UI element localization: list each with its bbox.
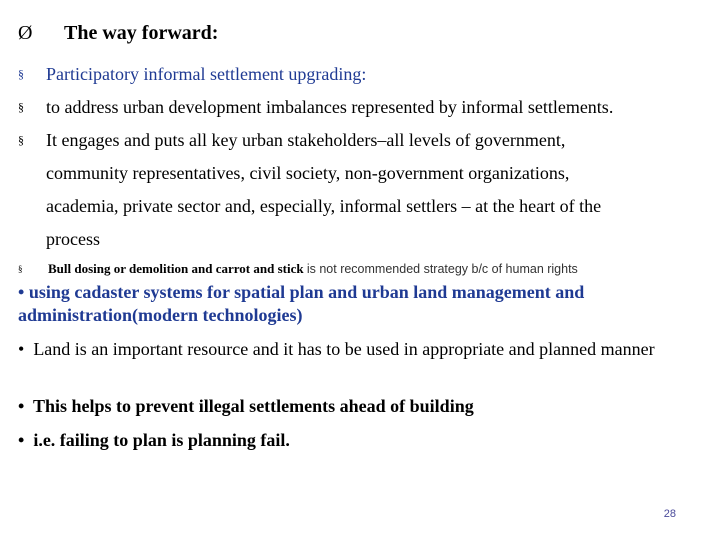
arrow-bullet-icon: Ø — [18, 22, 33, 44]
bullet-prevent-illegal — [18, 395, 708, 418]
bullet-stakeholders-line3: academia, private sector and, especially, informal settlers – at the heart of the — [46, 196, 602, 216]
bullet-text: Land is an important resource and it has to be used in appropriate and planned manner — [33, 339, 655, 359]
dot-bullet-icon: • — [18, 282, 25, 302]
square-bullet-icon: § — [18, 100, 24, 114]
bullet-stakeholders-line4: process — [46, 229, 100, 249]
square-bullet-icon: § — [18, 133, 24, 147]
square-bullet-icon: § — [18, 67, 24, 81]
square-bullet-icon: § — [18, 264, 23, 274]
bullet-land-resource — [18, 338, 708, 361]
bullet-cadaster — [18, 281, 708, 327]
bullet-text: This helps to prevent illegal settlements ahead of building — [33, 396, 474, 416]
bullet-text: It engages and puts all key urban stakeholders–all levels of government, — [46, 130, 566, 150]
bullet-text: using cadaster systems for spatial plan and urban land management and administration(modern technologies) — [18, 282, 585, 325]
bullet-bull-dosing — [18, 261, 578, 277]
bullet-participatory — [18, 64, 366, 85]
bullet-text: to address urban development imbalances represented by informal settlements. — [46, 97, 614, 117]
bullet-stakeholders-line2: community representatives, civil society, non-government organizations, — [46, 163, 570, 183]
bullet-normal-text: is not recommended strategy b/c of human rights — [306, 262, 578, 276]
bullet-text: Participatory informal settlement upgrading: — [46, 64, 367, 84]
bullet-text: i.e. failing to plan is planning fail. — [33, 430, 290, 450]
slide-heading — [18, 22, 218, 45]
dot-bullet-icon: • — [18, 396, 25, 416]
bullet-bold-text: Bull dosing or demolition and carrot and stick — [48, 261, 304, 276]
bullet-urban-imbalances — [18, 97, 613, 118]
page-number: 28 — [663, 508, 676, 520]
dot-bullet-icon: • — [18, 430, 25, 450]
dot-bullet-icon: • — [18, 339, 25, 359]
bullet-failing-to-plan — [18, 429, 708, 452]
bullet-stakeholders-line1 — [18, 130, 565, 151]
heading-text: The way forward: — [64, 22, 219, 44]
